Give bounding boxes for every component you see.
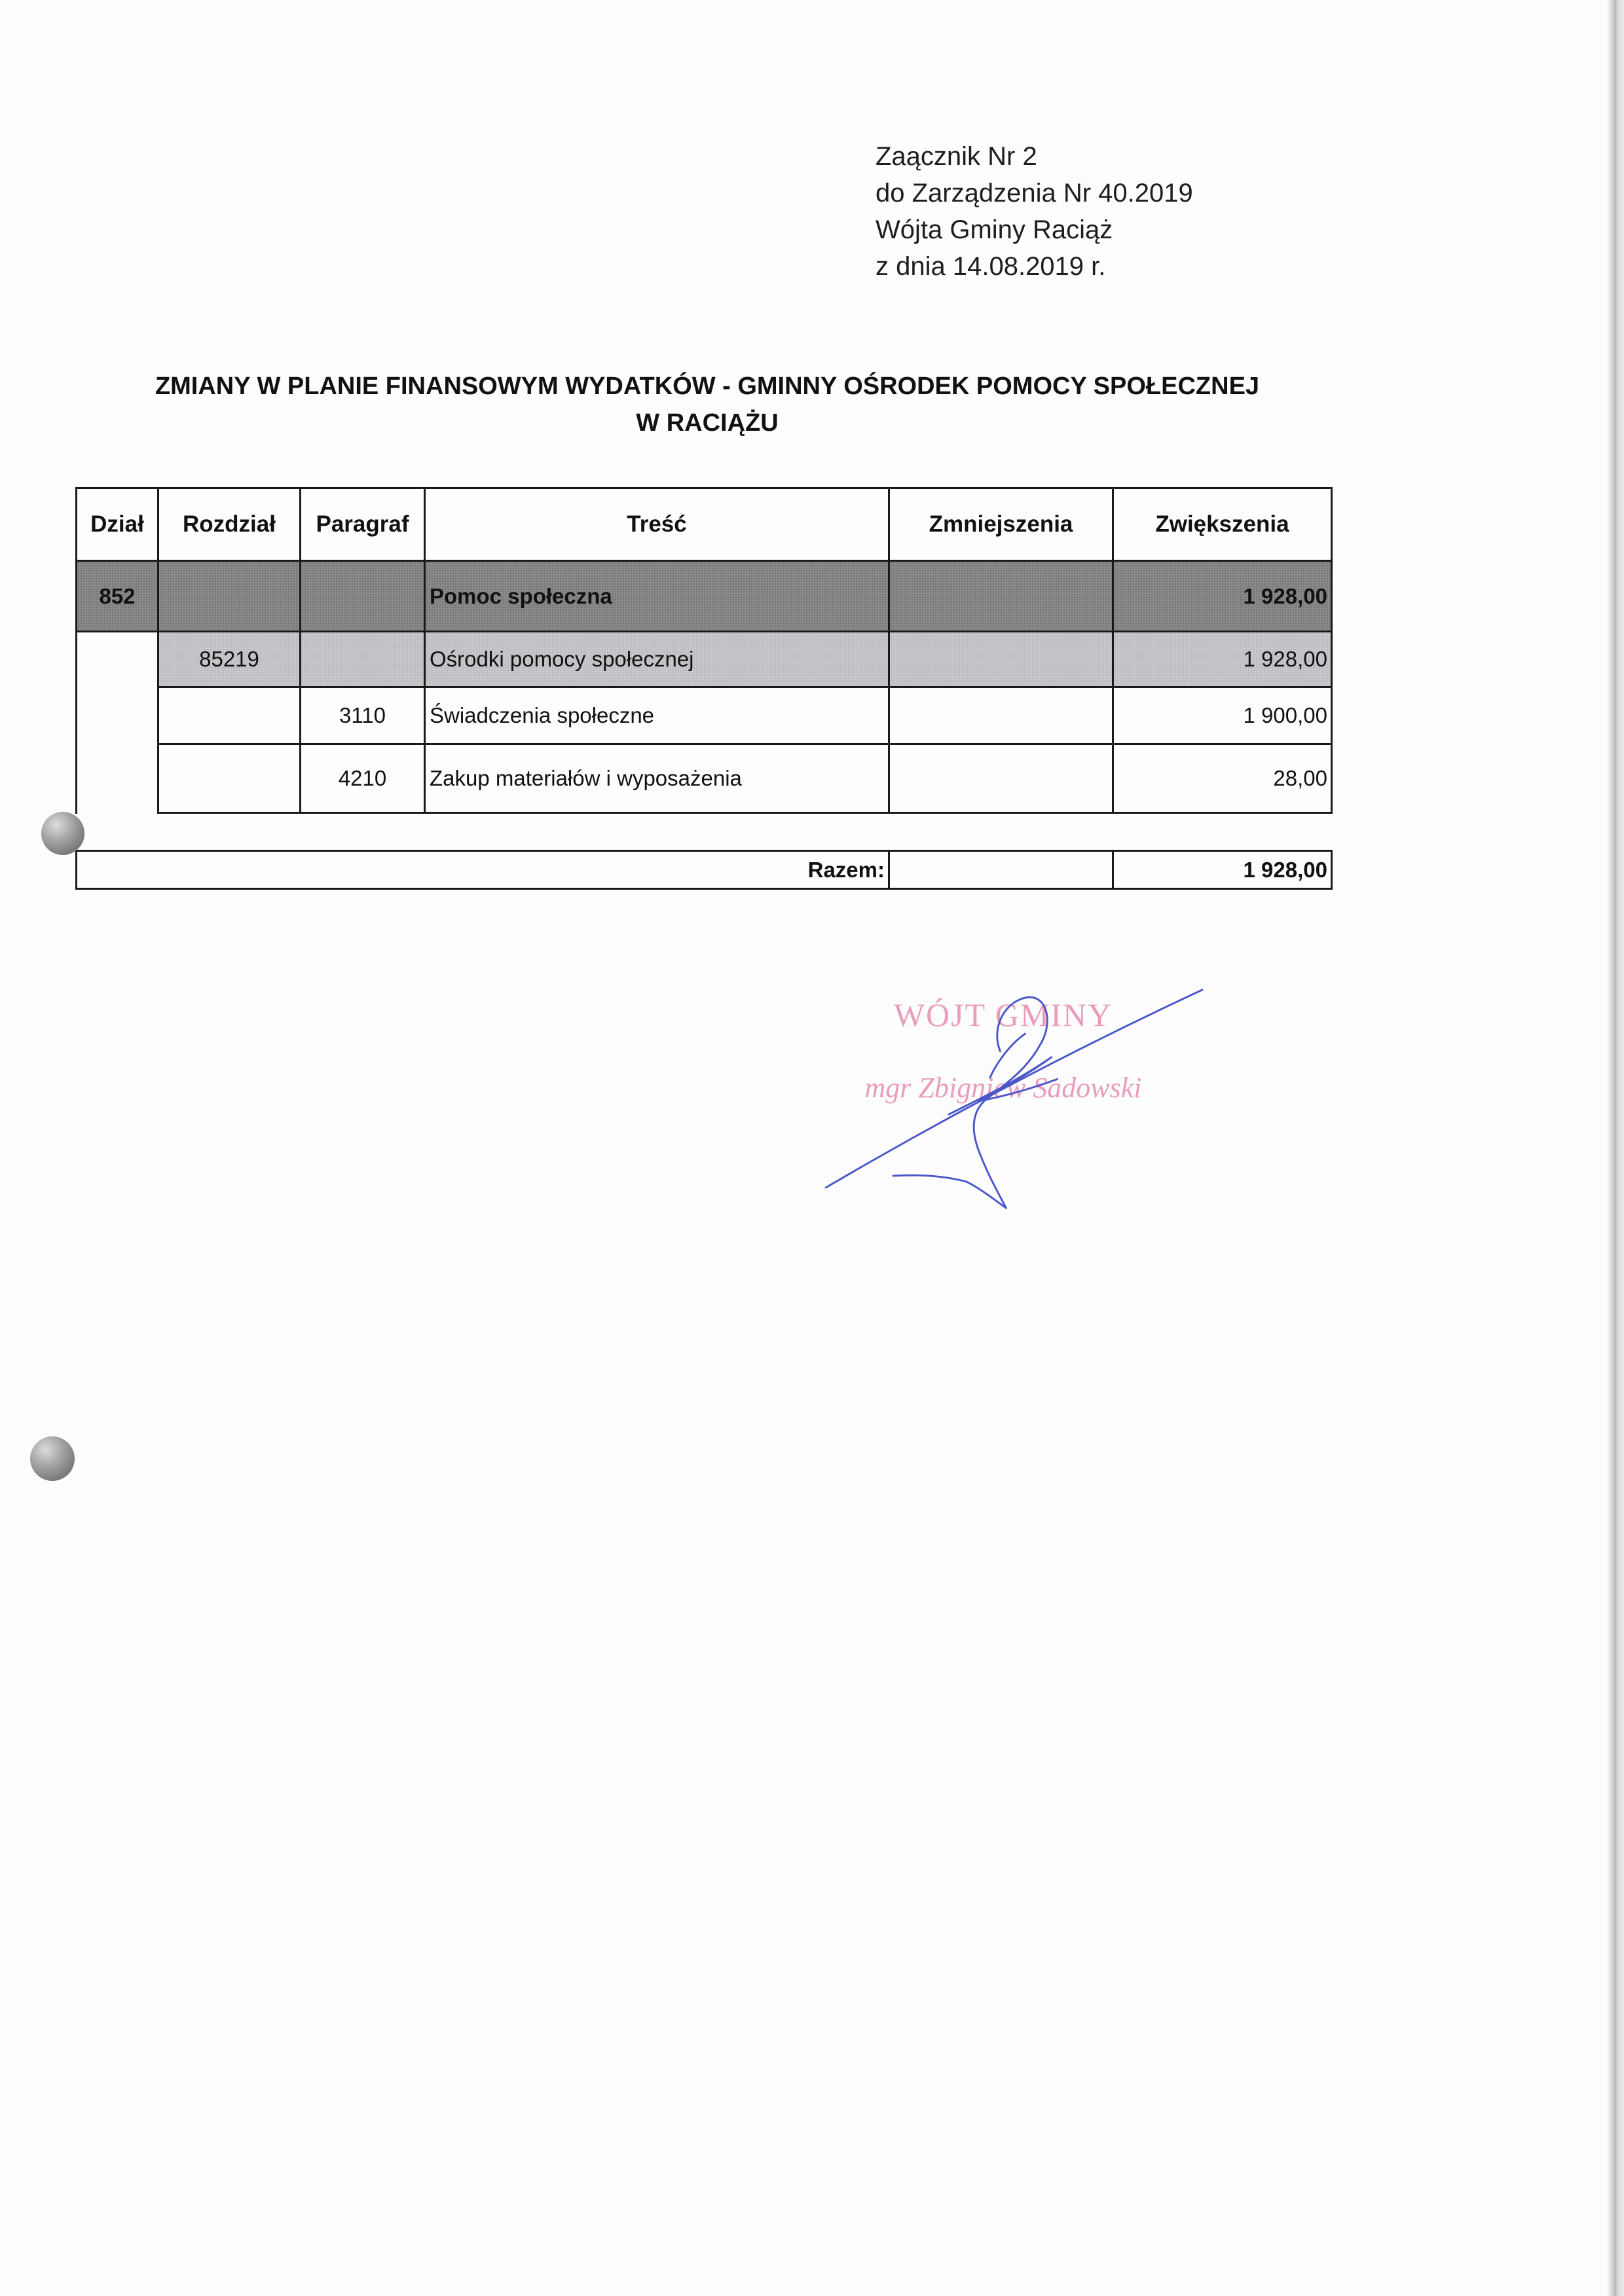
cell-tresc: Zakup materiałów i wyposażenia — [424, 743, 890, 814]
title-line-1: ZMIANY W PLANIE FINANSOWYM WYDATKÓW - GMINNY OŚRODEK POMOCY SPOŁECZNEJ — [155, 373, 1260, 400]
stamp-title: WÓJT GMINY — [893, 996, 1113, 1033]
column-header-rozdzial: Rozdział — [157, 487, 301, 562]
total-zwiekszenia: 1 928,00 — [1112, 850, 1333, 890]
cell-paragraf: 4210 — [299, 743, 426, 814]
cell-dzial: 852 — [75, 560, 159, 632]
column-header-zwiekszenia: Zwiększenia — [1112, 487, 1333, 562]
cell-tresc: Świadczenia społeczne — [424, 686, 890, 745]
document-title — [85, 368, 1329, 441]
cell-zwiekszenia: 1 900,00 — [1112, 686, 1333, 745]
total-zmniejszenia — [888, 850, 1114, 890]
attachment-line: Wójta Gminy Raciąż — [876, 215, 1113, 244]
cell-rozdzial — [157, 686, 301, 745]
signature-stroke — [893, 1175, 1006, 1208]
dzial-column-rule — [75, 630, 77, 814]
attachment-line: Zaącznik Nr 2 — [876, 142, 1037, 171]
attachment-header — [876, 138, 1193, 285]
scan-edge — [1608, 0, 1624, 2296]
cell-zwiekszenia: 1 928,00 — [1112, 630, 1333, 688]
title-line-2: W RACIĄŻU — [636, 409, 779, 437]
cell-rozdzial — [157, 560, 301, 632]
cell-paragraf — [299, 630, 426, 688]
cell-zmniejszenia — [888, 743, 1114, 814]
cell-zwiekszenia: 28,00 — [1112, 743, 1333, 814]
stamp-name: mgr Zbigniew Sadowski — [864, 1072, 1142, 1104]
cell-tresc: Pomoc społeczna — [424, 560, 890, 632]
column-header-tresc: Treść — [424, 487, 890, 562]
attachment-line: z dnia 14.08.2019 r. — [876, 252, 1106, 281]
punch-hole — [30, 1436, 75, 1481]
total-label: Razem: — [75, 850, 890, 890]
punch-hole — [41, 812, 84, 855]
cell-zmniejszenia — [888, 686, 1114, 745]
column-header-zmniejszenia: Zmniejszenia — [888, 487, 1114, 562]
cell-tresc: Ośrodki pomocy społecznej — [424, 630, 890, 688]
cell-paragraf — [299, 560, 426, 632]
cell-zmniejszenia — [888, 560, 1114, 632]
column-header-paragraf: Paragraf — [299, 487, 426, 562]
cell-zmniejszenia — [888, 630, 1114, 688]
cell-rozdzial: 85219 — [157, 630, 301, 688]
attachment-line: do Zarządzenia Nr 40.2019 — [876, 179, 1193, 208]
column-header-dzial: Dział — [75, 487, 159, 562]
cell-zwiekszenia: 1 928,00 — [1112, 560, 1333, 632]
cell-rozdzial — [157, 743, 301, 814]
cell-paragraf: 3110 — [299, 686, 426, 745]
